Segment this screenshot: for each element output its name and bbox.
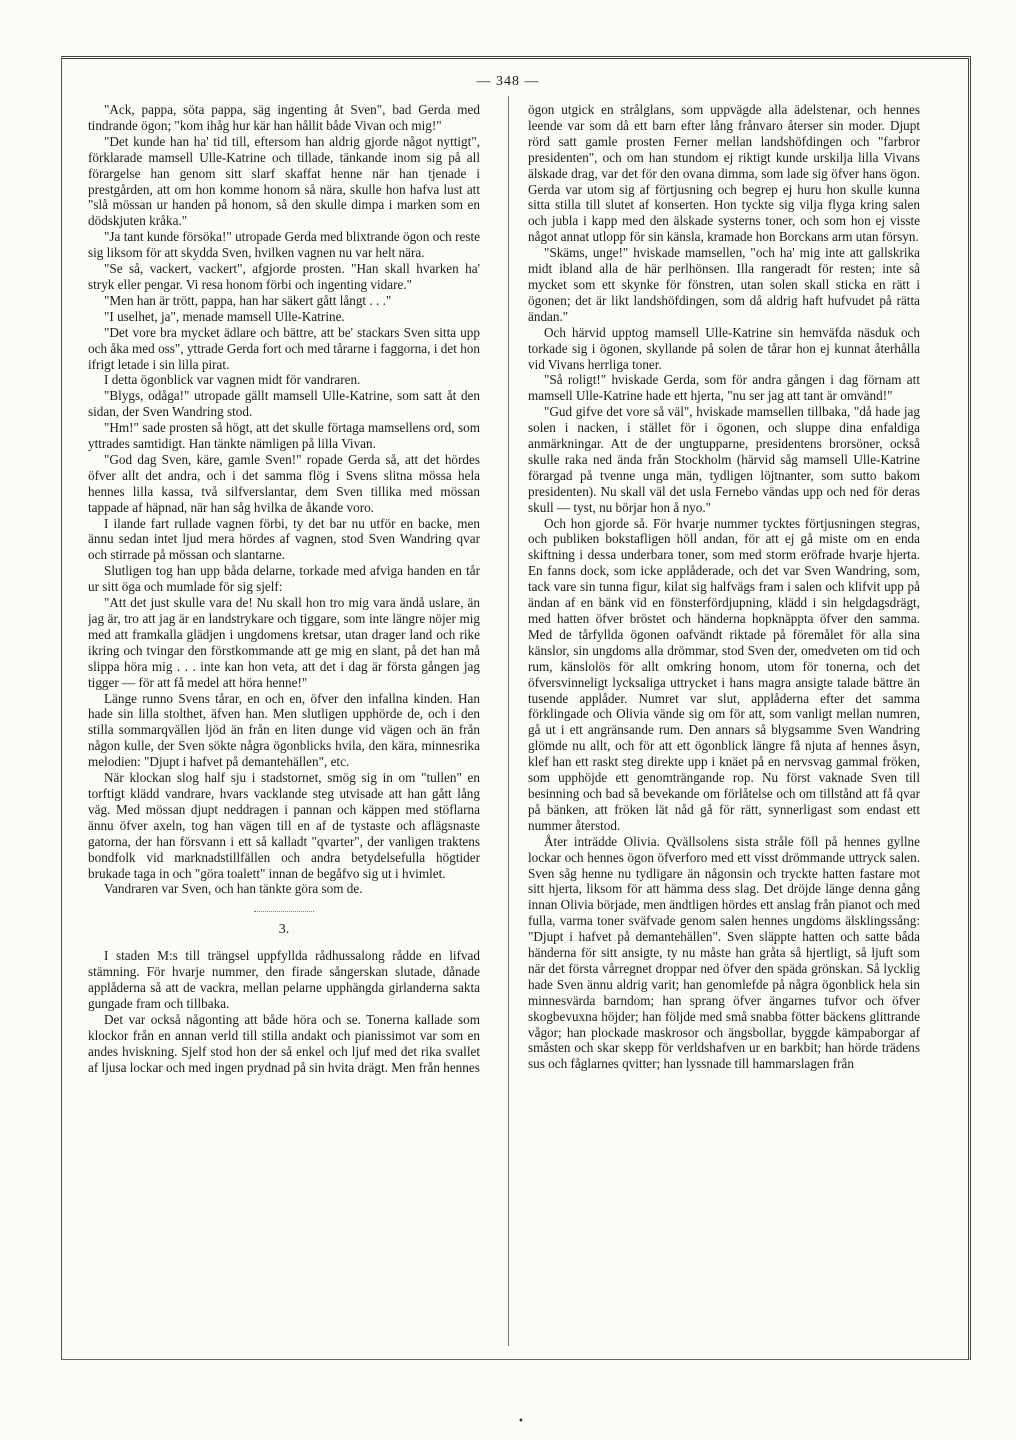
paragraph: Slutligen tog han upp båda delarne, torkade med afviga handen en tår ur sitt öga och mumlade för sig sjelf:: [88, 563, 480, 595]
paragraph: Och härvid upptog mamsell Ulle-Katrine sin hemväfda näsduk och torkade sig i ögonen, skyllande på solen de tårar hon ej kunnat återhålla vid Vivans herrliga toner.: [528, 324, 920, 372]
left-column: [88, 102, 480, 1342]
paragraph: Länge runno Svens tårar, en och en, öfver den infallna kinden. Han hade sin lilla stolthet, äfven han. Men slutligen upphörde de, och i den stilla sommarqvällen ljöd än från en liten dunge vid vägen och än från någon kulle, der Sven sökte några ögonblicks hvila, den kära, minnesrika melodien: "Djupt i hafvet på demantehällen", etc.: [88, 690, 480, 770]
paragraph: Det var också någonting att både höra och se. Tonerna kallade som klockor från en annan verld till stilla andakt och pianissimot var som en andes hviskning. Sjelf stod hon der så enkel och ljuf med det rika svallet af ljusa lockar och med ingen prydnad på sin hvita drägt. Men från hennes: [88, 1011, 480, 1075]
paragraph: "I uselhet, ja", menade mamsell Ulle-Katrine.: [104, 308, 345, 324]
paragraph: "Det kunde han ha' tid till, eftersom han aldrig gjorde något nyttigt", förklarade mamsell Ulle-Katrine och tillade, tänkande inom sig på all förargelse han genom sitt slarf skaffat henne när han tjenade i prestgården, att om hon komme honom så nära, skulle hon hafva lust att "slå mössan ur handen på honom, så den skulle dimpa i marken som en dödskjuten kråka.": [88, 133, 480, 229]
section-number: 3.: [278, 922, 290, 938]
paragraph: Vandraren var Sven, och han tänkte göra som de.: [104, 881, 363, 897]
column-divider: [508, 96, 509, 1346]
paragraph: I detta ögonblick var vagnen midt för vandraren.: [104, 372, 361, 388]
section-divider: [254, 911, 314, 912]
page-number: — 348 —: [476, 74, 540, 89]
paragraph: ögon utgick en strålglans, som uppvägde alla ädelstenar, och hennes leende var som då ett barn efter lång frånvaro återser sin moder. Djupt rörd satt gamle prosten Ferner mellan landshöfdingen och "farbror presidenten", och om han stundom ej riktigt kunde urskilja lilla Vivans älskade drag, var det för den ovana dimma, som lade sig öfver hans ögon. Gerda var utom sig af förtjusning och begrep ej huru hon skulle kunna sitta stilla till slutet af konserten. Hon tyckte sig vilja flyga kring salen och jubla i kapp med den älskade systerns toner, och som hon ej visste något annat utlopp för sin känsla, kramade hon Borckans arm utan försyn.: [528, 102, 920, 245]
right-column: [528, 102, 920, 1342]
bottom-mark: •: [518, 1416, 524, 1427]
paragraph: I staden M:s till trängsel uppfyllda rådhussalong rådde en lifvad stämning. För hvarje nummer, den firade sångerskan slutade, dånade applåderna så att de vackra, mellan pelarne upphängda girlanderna sakta gungade fram och tillbaka.: [88, 948, 480, 1011]
paragraph: Åter inträdde Olivia. Qvällsolens sista stråle föll på hennes gyllne lockar och hennes ögon öfverforo med ett visst drömmande uttryck salen. Sven såg henne nu tydligare än någonsin och tryckte hatten fastare mot sitt hjerta, liksom för att hämma dess slag. Det dröjde länge denna gång innan Olivia började, men ändtligen hördes ett anslag från pianot och med fulla, varma toner sväfvade genom salen hennes ungdoms älsklingssång: "Djupt i hafvet på demantehällen". Sven släppte hatten och satte båda händerna för sitt ansigte, ty nu måste han gråta så hjertligt, så ljuft som när det första vårregnet droppar ned öfver den späda grönskan. Så lycklig hade Sven ännu aldrig varit; han genomlefde på några ögonblick hela sin minnesvärda barndom; han sprang öfver ängarnes tufvor och öfver skogbevuxna höjder; han följde med små snabba fötter bäckens glittrande vågor; han plockade maskrosor och ängsbollar, byggde kämpaborgar af småsten och skar skepp för verldshafven ur en barkbit; han hörde trädens sus och fåglarnes qvitter; han lyssnade till hammarslagen från: [528, 833, 920, 1072]
paragraph: "God dag Sven, käre, gamle Sven!" ropade Gerda så, att det hördes öfver allt det andra, och i det samma flög i Svens slitna mössa hela hennes lilla kassa, två silfverslantar, dem Sven tillika med mössan tappade af häpnad, när han såg hvilka de åkande voro.: [88, 451, 480, 515]
paragraph: "Så roligt!" hviskade Gerda, som för andra gången i dag förnam att mamsell Ulle-Katrine hade ett hjerta, "nu ser jag att tant är omvänd!": [528, 372, 920, 404]
paragraph: "Gud gifve det vore så väl", hviskade mamsellen tillbaka, "då hade jag solen i nacken, i stället för i ögonen, och sluppe dina enfaldiga anmärkningar. Att de der ungtupparne, presidentens brorsöner, också skulle raka ned ända från Stockholm (härvid såg mamsell Ulle-Katrine förargad på tvenne unga män, tydligen löjtnanter, som sutto bakom presidenten). Nu skall väl det usla Fernebo vändas upp och ned för deras skull — tyst, nu börjar hon å nyo.": [528, 404, 920, 515]
paragraph: Och hon gjorde så. För hvarje nummer tycktes förtjusningen stegras, och publiken bokstafligen höll andan, för att ej gå miste om en enda skiftning i dessa underbara toner, som med storm eröfrade hvarje hjerta. En fanns dock, som icke applåderade, och det var Sven Wandring, som, tack vare sin tunna figur, kilat sig halfvägs fram i salen och klifvit upp på ändan af en bänk vid en fönsterfördjupning, klädd i sin helgdagsdrägt, med hatten öfver bröstet och händerna hopknäppta öfver den samma. Med de tårfyllda ögonen oafvändt riktade på föremålet för alla sina känslor, sin ungdoms alla drömmar, stod Sven der, omedveten om tid och rum, känslolös för allt omkring honom, utom för tonerna, och det öfversvinneligt lycksaliga uttrycket i hans magra ansigte talade bättre än tusende applåder. Numret var slut, applåderna efter det samma förklingade och Olivia vände sig om för att, som vanligt mellan numren, gå ut i ett angränsande rum. Den annars så blygsamme Sven Wandring glömde nu allt, och för att ett ögonblick längre få njuta af hennes åsyn, klef han ett raskt steg direkte upp i knäet på en nervsvag gammal fröken, som upphöjde ett genomträngande rop. Nu först vaknade Sven till besinning och bad så bevekande om förlåtelse och om tillstånd att få qvar på bänken, att fröken lät nåd gå för rätt, synnerligast som endast ett nummer återstod.: [528, 515, 920, 833]
paragraph: "Skäms, unge!" hviskade mamsellen, "och ha' mig inte att gallskrika midt ibland alla de här perlhönsen. Illa rangeradt för resten; inte så mycket som ett skynke för fönstren, utan solen skall sticka en rätt i ögonen; det är likt landshöfdingen, som då aldrig haft hufvudet på rätta ändan.": [528, 245, 920, 324]
paragraph: "Det vore bra mycket ädlare och bättre, att be' stackars Sven sitta upp och åka med oss", yttrade Gerda fort och med tårarne i faggorna, i det hon ifrigt letade i sin lilla pirat.: [88, 324, 480, 372]
paragraph: I ilande fart rullade vagnen förbi, ty det bar nu utför en backe, men ännu sedan intet ljud mera hördes af vagnen, stod Sven Wandring qvar och stirrade på mössan och slantarne.: [88, 515, 480, 563]
paragraph: "Att det just skulle vara de! Nu skall hon tro mig vara ändå uslare, än jag är, tro att jag är en landstrykare och tiggare, som inte längre nöjer mig med att framkalla glädjen i ungdomens kretsar, utan drager land och rike ikring och tvingar den förstkommande att ge mig en slant, på det han må slippa höra mig . . . inte kan hon veta, att det i dag är första gången jag tigger — för att få medel att höra henne!": [88, 595, 480, 690]
paragraph: "Hm!" sade prosten så högt, att det skulle förtaga mamsellens ord, som yttrades samtidigt. Han tänkte nämligen på lilla Vivan.: [88, 420, 480, 452]
paragraph: "Men han är trött, pappa, han har säkert gått långt . . .": [104, 292, 392, 308]
paragraph: "Ja tant kunde försöka!" utropade Gerda med blixtrande ögon och reste sig liksom för att skydda Sven, hvilken vagnen nu var helt nära.: [88, 229, 480, 261]
paragraph: "Se så, vackert, vackert", afgjorde prosten. "Han skall hvarken ha' stryk eller pengar. Vi resa honom förbi och ingenting vidare.": [88, 261, 480, 292]
paragraph: "Blygs, odåga!" utropade gällt mamsell Ulle-Katrine, som satt åt den sidan, der Sven Wandring stod.: [88, 388, 480, 420]
paragraph: När klockan slog half sju i stadstornet, smög sig in om "tullen" en torftigt klädd vandrare, hvars vacklande steg utvisade att han gått lång väg. Med mössan djupt neddragen i pannan och käppen med stöflarna ännu öfver axeln, tog han vägen till en af de tystaste och aflägsnaste gatorna, der han försvann i ett så kalladt "qvarter", der vanligen traktens bondfolk vid marknadstillfällen och andra betydelsefulla högtider brukade taga in och "göra toalett" innan de begåfvo sig ut i hvimlet.: [88, 770, 480, 881]
paragraph: "Ack, pappa, söta pappa, säg ingenting åt Sven", bad Gerda med tindrande ögon; "kom ihåg hur kär han hållit både Vivan och mig!": [88, 102, 480, 133]
